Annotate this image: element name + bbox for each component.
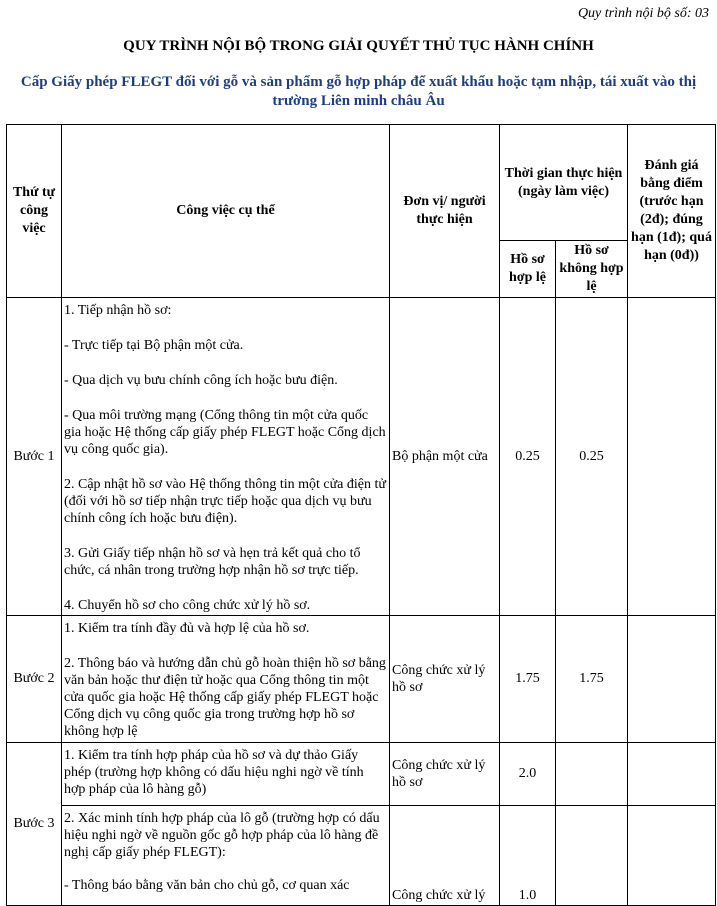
task-line: 1. Tiếp nhận hồ sơ: bbox=[64, 303, 172, 318]
document-subtitle: Cấp Giấy phép FLEGT đối với gỗ và sản phẩm gỗ hợp pháp để xuất khẩu hoặc tạm nhập, tái xuất vào thị trường Liên minh châu Âu bbox=[20, 74, 697, 109]
step-cell: Bước 2 bbox=[7, 616, 62, 743]
valid-days-cell: 1.75 bbox=[500, 616, 556, 743]
task-line: 2. Cập nhật hồ sơ vào Hệ thống thông tin một cửa điện tử (đối với hồ sơ tiếp nhận trực tiếp hoặc qua dịch vụ bưu chính công ích hoặc bưu điện). bbox=[64, 477, 386, 526]
task-line: 2. Xác minh tính hợp pháp của lô gỗ (trường hợp có dấu hiệu nghi ngờ về nguồn gốc gỗ hợp pháp của lô hàng đề nghị cấp giấy phép FLEGT): bbox=[64, 811, 380, 860]
invalid-days-cell bbox=[556, 743, 628, 806]
task-line: - Qua môi trường mạng (Cổng thông tin một cửa quốc gia hoặc Hệ thống cấp giấy phép FLEGT hoặc Cổng dịch vụ công quốc gia). bbox=[64, 408, 386, 457]
table-row bbox=[7, 806, 716, 906]
task-line: - Thông báo bằng văn bản cho chủ gỗ, cơ quan xác bbox=[64, 878, 350, 893]
procedure-table bbox=[6, 124, 716, 906]
unit-cell: Công chức xử lý bbox=[390, 806, 500, 906]
task-cell bbox=[62, 743, 390, 806]
valid-days-cell: 2.0 bbox=[500, 743, 556, 806]
invalid-days-cell: 1.75 bbox=[556, 616, 628, 743]
valid-days-cell: 1.0 bbox=[500, 806, 556, 906]
step-cell: Bước 1 bbox=[7, 298, 62, 616]
score-cell bbox=[628, 298, 716, 616]
header-valid: Hồ sơ hợp lệ bbox=[500, 241, 556, 298]
header-time: Thời gian thực hiện (ngày làm việc) bbox=[500, 125, 628, 241]
task-line: - Qua dịch vụ bưu chính công ích hoặc bưu điện. bbox=[64, 373, 338, 388]
task-line: 1. Kiểm tra tính đầy đủ và hợp lệ của hồ sơ. bbox=[64, 621, 310, 636]
document-title: QUY TRÌNH NỘI BỘ TRONG GIẢI QUYẾT THỦ TỤC HÀNH CHÍNH bbox=[123, 38, 594, 54]
task-line: 1. Kiểm tra tính hợp pháp của hồ sơ và dự thảo Giấy phép (trường hợp không có dấu hiệu nghi ngờ về tính hợp pháp của lô hàng gỗ) bbox=[64, 748, 364, 797]
header-score: Đánh giá bằng điểm (trước hạn (2đ); đúng hạn (1đ); quá hạn (0đ)) bbox=[628, 125, 716, 298]
task-line: 4. Chuyển hồ sơ cho công chức xử lý hồ sơ. bbox=[64, 598, 311, 613]
header-invalid: Hồ sơ không hợp lệ bbox=[556, 241, 628, 298]
unit-cell: Bộ phận một cửa bbox=[390, 298, 500, 616]
task-line: 2. Thông báo và hướng dẫn chủ gỗ hoàn thiện hồ sơ bằng văn bản hoặc thư điện tử hoặc qua Cổng thông tin một cửa quốc gia hoặc Hệ thống cấp giấy phép FLEGT hoặc Cổng dịch vụ công quốc gia trong trường hợp hồ sơ không hợp lệ bbox=[64, 656, 386, 739]
task-cell bbox=[62, 616, 390, 743]
unit-cell: Công chức xử lý hồ sơ bbox=[390, 616, 500, 743]
task-cell bbox=[62, 298, 390, 616]
step-cell: Bước 3 bbox=[7, 743, 62, 906]
table-row bbox=[7, 743, 716, 806]
task-cell bbox=[62, 806, 390, 906]
task-line: - Trực tiếp tại Bộ phận một cửa. bbox=[64, 338, 244, 353]
score-cell bbox=[628, 806, 716, 906]
table-row bbox=[7, 298, 716, 616]
document-number: Quy trình nội bộ số: 03 bbox=[577, 6, 709, 21]
table-row bbox=[7, 616, 716, 743]
valid-days-cell: 0.25 bbox=[500, 298, 556, 616]
invalid-days-cell: 0.25 bbox=[556, 298, 628, 616]
score-cell bbox=[628, 743, 716, 806]
header-task: Công việc cụ thể bbox=[62, 125, 390, 298]
header-unit: Đơn vị/ người thực hiện bbox=[390, 125, 500, 298]
invalid-days-cell bbox=[556, 806, 628, 906]
header-step: Thứ tự công việc bbox=[7, 125, 62, 298]
unit-cell: Công chức xử lý hồ sơ bbox=[390, 743, 500, 806]
score-cell bbox=[628, 616, 716, 743]
task-line: 3. Gửi Giấy tiếp nhận hồ sơ và hẹn trả kết quả cho tổ chức, cá nhân trong trường hợp nhận hồ sơ trực tiếp. bbox=[64, 546, 361, 578]
